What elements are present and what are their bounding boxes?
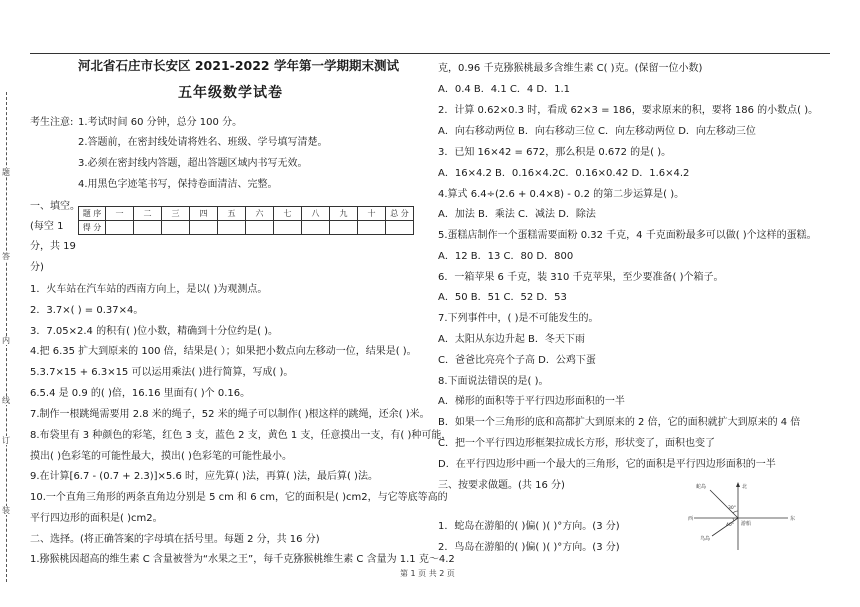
compass-label: 北 bbox=[742, 484, 748, 490]
question-line: 4.算式 6.4÷(2.6 + 0.4×8) - 0.2 的第二步运算是( )。 bbox=[438, 189, 685, 200]
section2-heading: 二、选择。(将正确答案的字母填在括号里。每题 2 分，共 16 分) bbox=[30, 534, 320, 545]
section1-heading: (每空 1 bbox=[30, 221, 64, 232]
score-cell: 二 bbox=[134, 207, 162, 221]
binding-char: 内 bbox=[2, 336, 10, 345]
angle-arc bbox=[733, 511, 738, 513]
score-input-cell[interactable] bbox=[218, 221, 246, 235]
header-rule bbox=[30, 53, 830, 54]
section3-heading: 三、按要求做题。(共 16 分) bbox=[438, 480, 565, 491]
notes-item: 4.用黑色字迹笔书写，保持卷面清洁、完整。 bbox=[78, 179, 278, 190]
compass-diagram bbox=[688, 478, 798, 558]
question-line: 1．蛇岛在游船的( )偏( )( )°方向。(3 分) bbox=[438, 521, 620, 532]
option-line: D．在平行四边形中画一个最大的三角形，它的面积是平行四边形面积的一半 bbox=[438, 459, 776, 470]
score-table bbox=[78, 206, 414, 235]
score-input-cell[interactable] bbox=[246, 221, 274, 235]
binding-char: 订 bbox=[2, 436, 10, 445]
question-line: 克，0.96 千克猕猴桃最多含维生素 C( )克。(保留一位小数) bbox=[438, 63, 703, 74]
option-line: A．0.4 B．4.1 C．4 D．1.1 bbox=[438, 84, 570, 95]
compass-label: 30° bbox=[728, 506, 736, 511]
score-input-cell[interactable] bbox=[274, 221, 302, 235]
score-input-cell[interactable] bbox=[190, 221, 218, 235]
question-line: 3．已知 16×42 = 672，那么积是 0.672 的是( )。 bbox=[438, 147, 672, 158]
question-line: 9.在计算[6.7 - (0.7 + 2.3)]×5.6 时，应先算( )法，再算( )法，最后算( )法。 bbox=[30, 471, 378, 482]
option-line: C．把一个平行四边形框架拉成长方形，形状变了，面积也变了 bbox=[438, 438, 715, 449]
binding-char: 答 bbox=[2, 252, 10, 261]
question-line: 摸出( )色彩笔的可能性最大，摸出( )色彩笔的可能性最小。 bbox=[30, 451, 292, 462]
compass-label: 游船 bbox=[741, 521, 752, 527]
score-cell: 题 序 bbox=[79, 207, 106, 221]
score-table-header-row bbox=[79, 207, 414, 221]
score-cell: 八 bbox=[302, 207, 330, 221]
score-cell: 十 bbox=[358, 207, 386, 221]
score-cell: 七 bbox=[274, 207, 302, 221]
option-line: A．梯形的面积等于平行四边形面积的一半 bbox=[438, 396, 625, 407]
section1-heading: 分，共 19 bbox=[30, 241, 76, 252]
section1-heading: 一、填空。 bbox=[30, 201, 80, 212]
notes-label: 考生注意: bbox=[30, 117, 74, 128]
compass-label: 西 bbox=[688, 516, 694, 522]
question-line: 10.一个直角三角形的两条直角边分别是 5 cm 和 6 cm，它的面积是( )cm2，与它等底等高的 bbox=[30, 492, 448, 503]
question-line: 1.猕猴桃因超高的维生素 C 含量被誉为“水果之王”，每千克猕猴桃维生素 C 含量为 1.1 克～4.2 bbox=[30, 554, 455, 565]
question-line: 5.蛋糕店制作一个蛋糕需要面粉 0.32 千克，4 千克面粉最多可以做( )个这样的蛋糕。 bbox=[438, 230, 817, 241]
question-line: 7.下列事件中，( )是不可能发生的。 bbox=[438, 313, 599, 324]
question-line: 1．火车站在汽车站的西南方向上，是以( )为观测点。 bbox=[30, 284, 268, 295]
question-line: 8.下面说法错误的是( )。 bbox=[438, 376, 549, 387]
compass-label: 东 bbox=[790, 516, 796, 522]
question-line: 8.布袋里有 3 种颜色的彩笔，红色 3 支，蓝色 2 支，黄色 1 支，任意摸出一支，有( )种可能， bbox=[30, 430, 452, 441]
score-cell: 三 bbox=[162, 207, 190, 221]
score-cell: 总 分 bbox=[386, 207, 414, 221]
snake-island-ray bbox=[710, 490, 738, 518]
score-cell: 六 bbox=[246, 207, 274, 221]
notes-item: 1.考试时间 60 分钟，总分 100 分。 bbox=[78, 117, 243, 128]
score-input-cell[interactable] bbox=[302, 221, 330, 235]
score-input-cell[interactable] bbox=[106, 221, 134, 235]
question-line: 2．3.7×( ) = 0.37×4。 bbox=[30, 305, 144, 316]
binding-char: 题 bbox=[2, 168, 10, 177]
notes-item: 3.必须在密封线内答题，超出答题区域内书写无效。 bbox=[78, 158, 308, 169]
exam-subtitle: 五年级数学试卷 bbox=[178, 85, 283, 101]
question-line: 3．7.05×2.4 的积有( )位小数，精确到十分位约是( )。 bbox=[30, 326, 279, 337]
section1-heading: 分) bbox=[30, 262, 44, 273]
option-line: B．如果一个三角形的底和高都扩大到原来的 2 倍，它的面积就扩大到原来的 4 倍 bbox=[438, 417, 801, 428]
score-input-cell[interactable] bbox=[386, 221, 414, 235]
option-line: A．12 B．13 C．80 D．800 bbox=[438, 251, 574, 262]
exam-title: 河北省石庄市长安区 2021-2022 学年第一学期期末测试 bbox=[78, 58, 399, 73]
option-line: C．爸爸比亮亮个子高 D．公鸡下蛋 bbox=[438, 355, 596, 366]
binding-char: 装 bbox=[2, 506, 10, 515]
score-input-cell[interactable] bbox=[134, 221, 162, 235]
compass-label: 40° bbox=[726, 523, 734, 528]
option-line: A．50 B．51 C．52 D．53 bbox=[438, 292, 567, 303]
score-cell: 九 bbox=[330, 207, 358, 221]
score-input-cell[interactable] bbox=[330, 221, 358, 235]
score-cell: 得 分 bbox=[79, 221, 106, 235]
question-line: 7.制作一根跳绳需要用 2.8 米的绳子，52 米的绳子可以制作( )根这样的跳绳，还余( )米。 bbox=[30, 409, 430, 420]
score-table-score-row bbox=[79, 221, 414, 235]
question-line: 6．一箱苹果 6 千克，装 310 千克苹果，至少要准备( )个箱子。 bbox=[438, 272, 724, 283]
question-line: 平行四边形的面积是( )cm2。 bbox=[30, 513, 163, 524]
score-input-cell[interactable] bbox=[358, 221, 386, 235]
option-line: A．加法 B．乘法 C．减法 D．除法 bbox=[438, 209, 596, 220]
binding-char: 线 bbox=[2, 396, 10, 405]
compass-label: 蛇岛 bbox=[696, 484, 707, 490]
option-line: A．16×4.2 B．0.16×4.2C．0.16×0.42 D．1.6×4.2 bbox=[438, 168, 690, 179]
question-line: 6.5.4 是 0.9 的( )倍，16.16 里面有( )个 0.16。 bbox=[30, 388, 251, 399]
notes-item: 2.答题前，在密封线处请将姓名、班级、学号填写清楚。 bbox=[78, 137, 328, 148]
question-line: 4.把 6.35 扩大到原来的 100 倍，结果是( ）；如果把小数点向左移动一位，结果是( )。 bbox=[30, 346, 417, 357]
question-line: 2．鸟岛在游船的( )偏( )( )°方向。(3 分) bbox=[438, 542, 620, 553]
score-input-cell[interactable] bbox=[162, 221, 190, 235]
angle-arc bbox=[733, 518, 734, 521]
question-line: 2．计算 0.62×0.3 时，看成 62×3 = 186，要求原来的积，要将 186 的小数点( )。 bbox=[438, 105, 819, 116]
option-line: A．向右移动两位 B．向右移动三位 C．向左移动两位 D．向左移动三位 bbox=[438, 126, 756, 137]
score-cell: 一 bbox=[106, 207, 134, 221]
score-cell: 五 bbox=[218, 207, 246, 221]
page-footer: 第 1 页 共 2 页 bbox=[400, 569, 455, 578]
score-cell: 四 bbox=[190, 207, 218, 221]
question-line: 5.3.7×15 + 6.3×15 可以运用乘法( )进行简算，写成( )。 bbox=[30, 367, 294, 378]
compass-label: 鸟岛 bbox=[700, 536, 711, 542]
north-arrow-icon bbox=[736, 482, 740, 487]
option-line: A．太阳从东边升起 B．冬天下雨 bbox=[438, 334, 585, 345]
